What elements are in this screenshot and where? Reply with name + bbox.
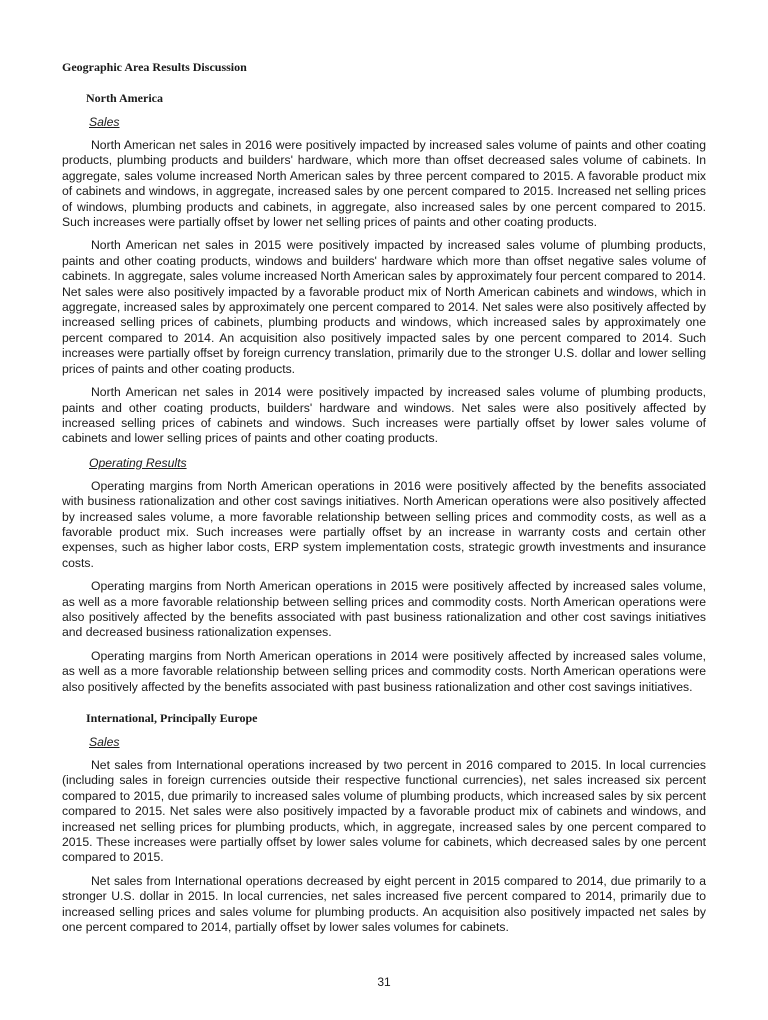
subheading-intl-sales: Sales	[89, 735, 120, 749]
page-number: 31	[377, 975, 391, 990]
intl-sales-paragraph: Net sales from International operations increased by two percent in 2016 compared to 2015. In local currencies (including sales in foreign currencies outside their respective functional currencies), net sales increased six percent compared to 2015, due primarily to increased sales volume of plumbing products, which increased sales by six percent compared to 2015. Net sales were also positively impacted by a favorable product mix of cabinets and windows, and increased net selling prices for plumbing products, which, in aggregate, increased sales by one percent compared to 2015. These increases were partially offset by lower sales volume for cabinets, which decreased sales by one percent compared to 2015.	[62, 758, 706, 865]
na-operating-paragraph: Operating margins from North American operations in 2014 were positively affected by increased sales volume, as well as a more favorable relationship between selling prices and commodity costs. North American operations were also positively affected by the benefits associated with past business rationalization and other cost savings initiatives.	[62, 648, 706, 694]
subheading-na-operating: Operating Results	[89, 455, 187, 470]
section-title: Geographic Area Results Discussion	[62, 60, 247, 74]
na-sales-paragraph: North American net sales in 2014 were positively impacted by increased sales volume of plumbing products, paints and other coating products, builders' hardware and windows. Net sales were also positively affected by increased selling prices of cabinets and windows. Such increases were partially offset by lower sales volume of cabinets and lower selling prices of paints and other coating products.	[62, 385, 706, 446]
na-operating-paragraph: Operating margins from North American operations in 2016 were positively affected by the benefits associated with business rationalization and other cost savings initiatives. North American operations were also positively affected by increased sales volume, a more favorable relationship between selling prices and commodity costs, as well as a favorable product mix. Such increases were partially offset by an increase in warranty costs and certain other expenses, such as higher labor costs, ERP system implementation costs, strategic growth investments and insurance costs.	[62, 478, 706, 570]
na-sales-paragraph: North American net sales in 2016 were positively impacted by increased sales volume of paints and other coating products, plumbing products and builders' hardware, which more than offset decreased sales volume of cabinets. In aggregate, sales volume increased North American sales by three percent compared to 2015. A favorable product mix of cabinets and windows, in aggregate, increased sales by one percent compared to 2015. Increased net selling prices of windows, plumbing products and cabinets, in aggregate, also increased sales by one percent compared to 2015. Such increases were partially offset by lower net selling prices of paints and other coating products.	[62, 138, 706, 230]
na-operating-paragraph: Operating margins from North American operations in 2015 were positively affected by increased sales volume, as well as a more favorable relationship between selling prices and commodity costs. North American operations were also positively affected by the benefits associated with past business rationalization and other cost savings initiatives and decreased business rationalization expenses.	[62, 579, 706, 640]
intl-sales-paragraph: Net sales from International operations decreased by eight percent in 2015 compared to 2014, due primarily to a stronger U.S. dollar in 2015. In local currencies, net sales increased five percent compared to 2014, primarily due to increased selling prices and sales volume for plumbing products. An acquisition also positively impacted net sales by one percent compared to 2014, partially offset by lower sales volumes for cabinets.	[62, 873, 706, 935]
subheading-na-sales: Sales	[89, 115, 120, 129]
na-sales-paragraph: North American net sales in 2015 were positively impacted by increased sales volume of plumbing products, paints and other coating products, windows and builders' hardware which more than offset negative sales volume of cabinets. In aggregate, sales volume increased North American sales by approximately four percent compared to 2014. Net sales were also positively impacted by a favorable product mix of North American cabinets and windows, which in aggregate, increased sales by approximately one percent compared to 2014. Net sales were also positively affected by increased selling prices of cabinets, plumbing products and windows, which increased sales by approximately one percent compared to 2014. An acquisition also positively impacted sales by one percent compared to 2014. Such increases were partially offset by foreign currency translation, primarily due to the stronger U.S. dollar and lower selling prices of paints and other coating products.	[62, 238, 706, 376]
heading-international: International, Principally Europe	[86, 711, 258, 725]
heading-north-america: North America	[86, 91, 163, 105]
